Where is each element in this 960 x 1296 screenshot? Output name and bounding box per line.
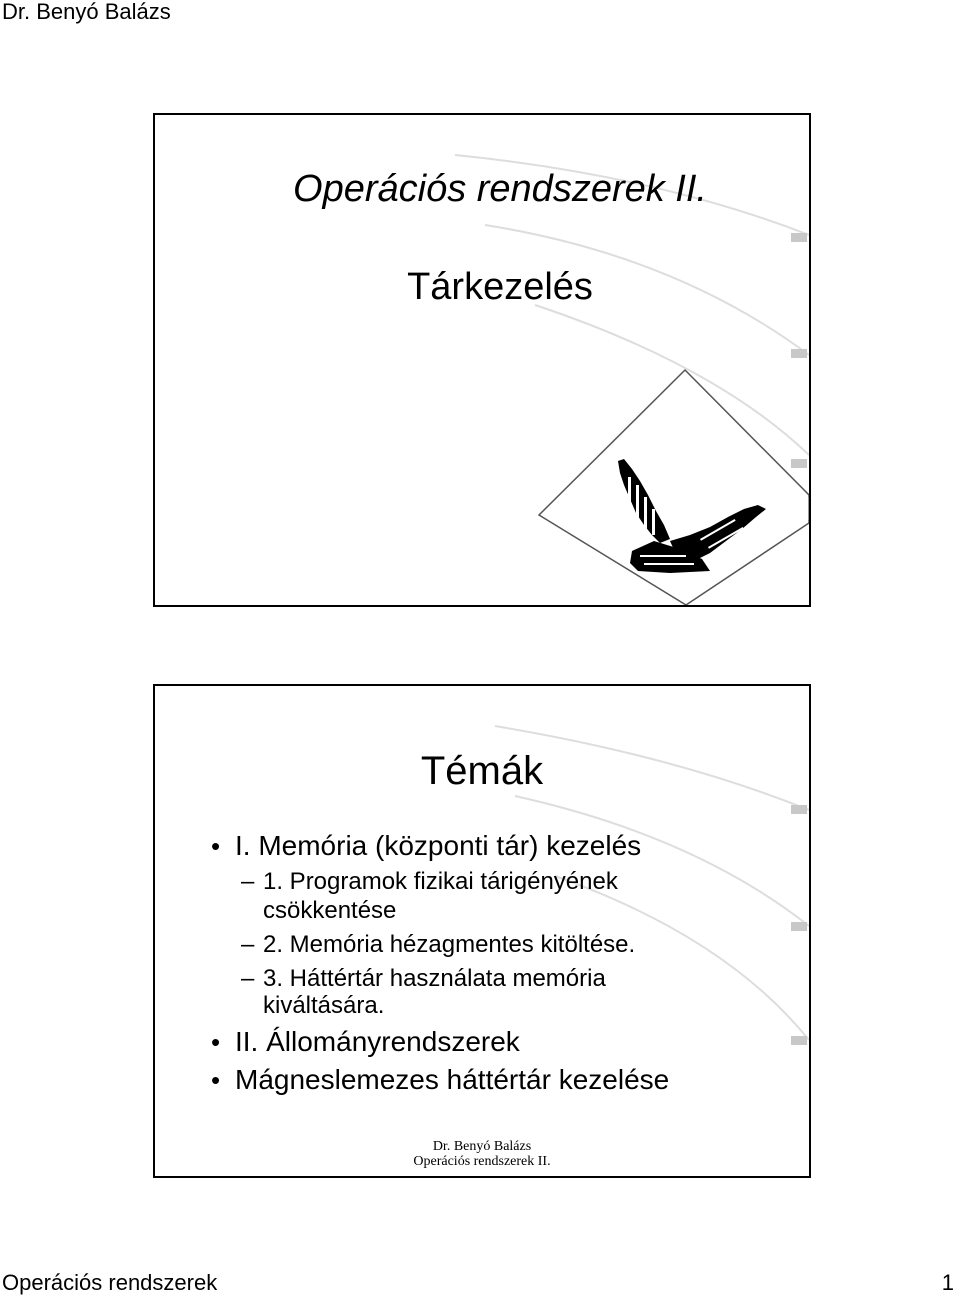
slide-footer-course: Operációs rendszerek II. xyxy=(413,1154,551,1169)
slide-subtitle-text: Tárkezelés xyxy=(407,266,593,308)
subtopic-item-cont: csökkentése xyxy=(263,897,397,924)
slide-footer-author: Dr. Benyó Balázs xyxy=(432,1139,532,1154)
subtopic-item: 3. Háttértár használata memória xyxy=(263,965,606,992)
bullet-dot: • xyxy=(211,1065,221,1095)
subtopic-item-cont: kiváltására. xyxy=(263,992,385,1019)
bullet-dot: • xyxy=(211,1027,221,1057)
topic-item: Mágneslemezes háttértár kezelése xyxy=(235,1064,670,1095)
topic-item: II. Állományrendszerek xyxy=(235,1026,520,1057)
subtopic-item: 1. Programok fizikai tárigényének xyxy=(263,868,618,895)
bullet-dot: • xyxy=(211,831,221,861)
slide-topics-title: Témák xyxy=(420,749,544,793)
page-number: 1 xyxy=(941,1270,954,1295)
page-footer-title: Operációs rendszerek xyxy=(2,1270,218,1295)
bird-logo xyxy=(610,455,780,580)
slide-topics xyxy=(153,684,811,1178)
dash-marker: – xyxy=(241,965,255,992)
slide-title xyxy=(153,113,811,607)
topic-item: I. Memória (központi tár) kezelés xyxy=(235,830,642,861)
subtopic-item: 2. Memória hézagmentes kitöltése. xyxy=(263,931,636,958)
slide-title-text: Operációs rendszerek II. xyxy=(293,168,707,210)
dash-marker: – xyxy=(241,931,255,958)
page-header: Dr. Benyó Balázs xyxy=(2,0,171,24)
dash-marker: – xyxy=(241,868,255,895)
